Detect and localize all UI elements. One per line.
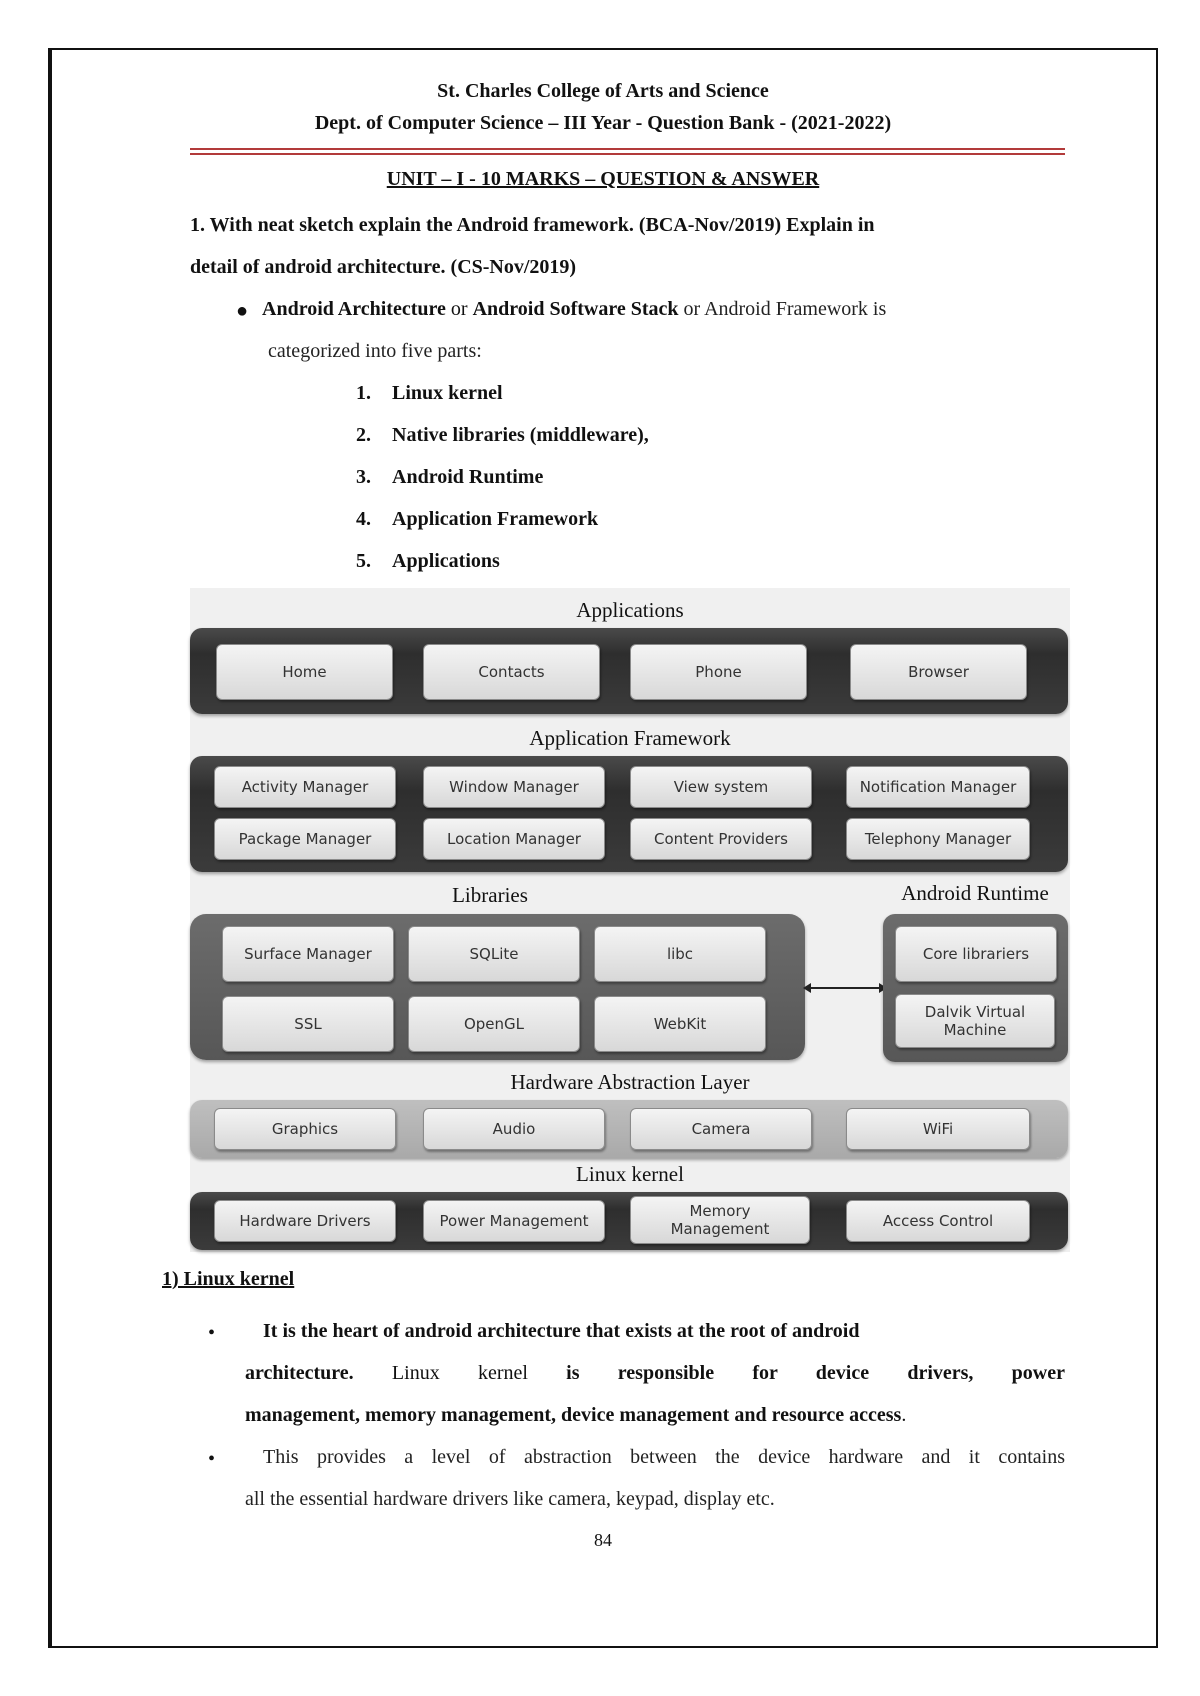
framework-box: Window Manager	[423, 766, 605, 808]
header-rule-bottom	[190, 153, 1065, 155]
runtime-title: Android Runtime	[901, 881, 1049, 905]
list-item: 1. Linux kernel	[356, 382, 503, 404]
section-title-linux-kernel: 1) Linux kernel	[162, 1268, 295, 1290]
list-item: 4. Application Framework	[356, 508, 599, 530]
framework-box: Location Manager	[423, 818, 605, 860]
kernel-bullet2-line1: This provides a level of abstraction between the device hardware and it contains	[263, 1446, 1065, 1468]
parts-list	[356, 372, 649, 582]
applications-title: Applications	[576, 598, 684, 622]
bullet-icon: •	[208, 1448, 216, 1470]
library-box: OpenGL	[408, 996, 580, 1052]
app-home-box: Home	[216, 644, 393, 700]
intro-or: or	[445, 298, 473, 320]
kernel-bullet1-line2: architecture. Linux kernel is responsible for device drivers, power	[245, 1362, 1065, 1384]
libraries-runtime-arrow	[805, 987, 885, 989]
list-item: 3. Android Runtime	[356, 466, 544, 488]
runtime-layer	[883, 914, 1068, 1062]
college-name: St. Charles College of Arts and Science	[437, 80, 769, 102]
kernel-box: Memory Management	[630, 1196, 810, 1244]
department-line: Dept. of Computer Science – III Year - Question Bank - (2021-2022)	[314, 112, 892, 134]
intro-line-2: categorized into five parts:	[268, 340, 482, 362]
unit-title: UNIT – I - 10 MARKS – QUESTION & ANSWER	[386, 168, 820, 190]
bullet-icon: •	[208, 1322, 216, 1344]
hal-layer	[190, 1100, 1068, 1158]
library-box: SSL	[222, 996, 394, 1052]
hal-box: Graphics	[214, 1108, 396, 1150]
app-contacts-box: Contacts	[423, 644, 600, 700]
kernel-bullet1-line3: management, memory management, device management and resource access.	[245, 1404, 907, 1426]
framework-box: Activity Manager	[214, 766, 396, 808]
kernel-box: Power Management	[423, 1200, 605, 1242]
intro-term-architecture: Android Architecture	[262, 298, 446, 320]
library-box: Surface Manager	[222, 926, 394, 982]
framework-box: Content Providers	[630, 818, 812, 860]
hal-box: Audio	[423, 1108, 605, 1150]
runtime-box: Core librariers	[895, 926, 1057, 982]
intro-term-stack: Android Software Stack	[472, 298, 679, 320]
framework-box: Telephony Manager	[846, 818, 1030, 860]
bullet-icon: ●	[236, 300, 249, 322]
list-item: 2. Native libraries (middleware),	[356, 424, 649, 446]
hal-box: WiFi	[846, 1108, 1030, 1150]
app-browser-box: Browser	[850, 644, 1027, 700]
libraries-title: Libraries	[452, 883, 528, 907]
page-header	[48, 75, 1158, 139]
intro-line-1	[262, 288, 1065, 330]
framework-layer	[190, 756, 1068, 872]
framework-box: Notification Manager	[846, 766, 1030, 808]
list-item: 5. Applications	[356, 550, 500, 572]
question-line-1: 1. With neat sketch explain the Android framework. (BCA-Nov/2019) Explain in	[190, 214, 875, 236]
libraries-layer	[190, 914, 805, 1060]
android-architecture-diagram	[190, 588, 1070, 1252]
library-box: WebKit	[594, 996, 766, 1052]
library-box: SQLite	[408, 926, 580, 982]
library-box: libc	[594, 926, 766, 982]
framework-box: View system	[630, 766, 812, 808]
applications-layer	[190, 628, 1068, 714]
framework-box: Package Manager	[214, 818, 396, 860]
kernel-box: Hardware Drivers	[214, 1200, 396, 1242]
hal-title: Hardware Abstraction Layer	[510, 1070, 750, 1094]
page-number: 84	[594, 1530, 612, 1550]
kernel-bullet1-line1: It is the heart of android architecture that exists at the root of android	[263, 1320, 860, 1342]
kernel-title: Linux kernel	[576, 1162, 684, 1186]
header-rule-top	[190, 148, 1065, 150]
kernel-box: Access Control	[846, 1200, 1030, 1242]
runtime-box: Dalvik Virtual Machine	[895, 994, 1055, 1048]
framework-title: Application Framework	[529, 726, 731, 750]
kernel-bullet2-line2: all the essential hardware drivers like camera, keypad, display etc.	[245, 1488, 775, 1510]
intro-rest: or Android Framework is	[678, 298, 887, 320]
question-line-2: detail of android architecture. (CS-Nov/2019)	[190, 256, 577, 278]
app-phone-box: Phone	[630, 644, 807, 700]
kernel-layer	[190, 1192, 1068, 1250]
hal-box: Camera	[630, 1108, 812, 1150]
